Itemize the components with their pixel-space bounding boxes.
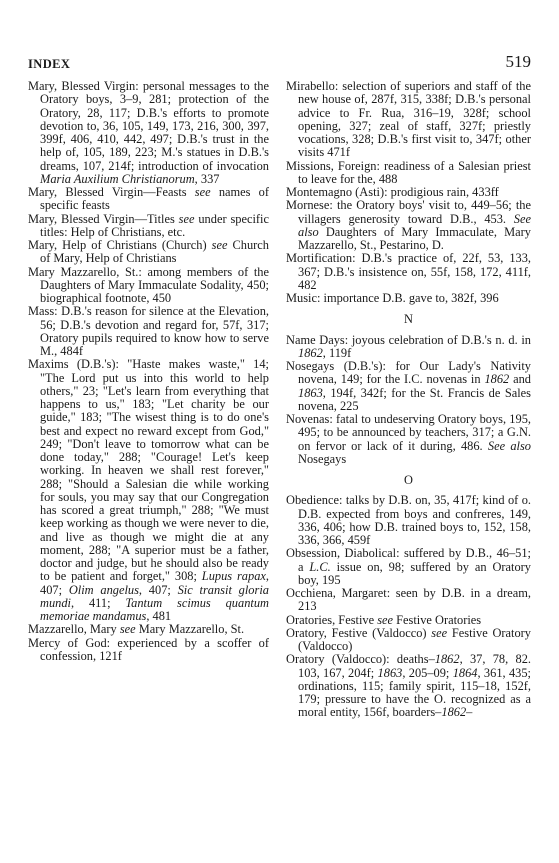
index-entry: Mercy of God: experienced by a scoffer of confession, 121f — [28, 635, 269, 663]
index-entry: Name Days: joyous celebration of D.B.'s n. d. in 1862, 119f — [286, 332, 531, 360]
index-entry: Novenas: fatal to undeserving Oratory boys, 195, 495; to be announced by teachers, 317; a G.N. on fervor or lack of it during, 486. See also Nosegays — [286, 412, 531, 466]
index-entry: Mirabello: selection of superiors and staff of the new house of, 287f, 315, 338f; D.B.'s personal advice to Fr. Rua, 316–19, 328f; school opening, 327; zeal of staff, 327f; priestly vocations, 328; D.B.'s first visit to, 347f; other visits 471f — [286, 79, 531, 160]
index-entry: Oratories, Festive see Festive Oratories — [286, 612, 482, 627]
page-number: 519 — [505, 52, 531, 71]
index-entry: Mornese: the Oratory boys' visit to, 449–56; the villagers generosity toward D.B., 453. See also Daughters of Mary Immaculate, Mary Mazzarello, St., Pestarino, D. — [286, 198, 531, 252]
index-group-m — [286, 80, 531, 305]
index-entry: Mary, Blessed Virgin—Titles see under specific titles: Help of Christians, etc. — [28, 211, 269, 239]
index-entry: Oratory (Valdocco): deaths–1862, 37, 78, 82. 103, 167, 204f; 1863, 205–09; 1864, 361, 435; ordinations, 115; family spirit, 115–18, 152f, 179; pressure to have the O. recognized as a moral entity, 156f, boarders–1862– — [286, 652, 532, 720]
index-entry: Mary Mazzarello, St.: among members of the Daughters of Mary Immaculate Sodality, 450; biographical footnote, 450 — [28, 264, 269, 305]
index-entry: Mary, Blessed Virgin: personal messages to the Oratory boys, 3–9, 281; protection of the Oratory, 28, 117; D.B.'s efforts to promote devotion to, 36, 105, 149, 173, 216, 300, 397, 399f, 406, 410, 442, 497; D.B.'s trust in the help of, 105, 189, 223; M.'s statues in D.B.'s dreams, 107, 214f; introduction of invocation Maria Auxilium Christianorum, 337 — [28, 79, 269, 186]
section-letter-o: O — [404, 473, 413, 487]
index-entry: Maxims (D.B.'s): "Haste makes waste," 14; "The Lord put us into this world to help others," 23; "Let's learn from everything that happens to us," 183; "Let charity be our guide," 183; "The wisest thing is to do one's best and expect no reward except from God," 249; "Don't leave to tomorrow what can be done today," 288; "Courage! Let's keep working. In heaven we shall rest forever," 288; "Should a Salesian die while working for souls, you may say that our Congregation has scored a great triumph," 288; "We must keep working as though we were never to die, and live as though we might die at any moment, 288; "A superior must be a father, doctor and judge, but he should also be ready to be patient and forget," 308; Lupus rapax, 407; Olim angelus, 407; Sic transit gloria mundi, 411; Tantum scimus quantum memoriae mandamus, 481 — [28, 357, 269, 623]
index-column-right — [286, 80, 531, 720]
section-letter-n: N — [404, 312, 413, 327]
index-entry: Mass: D.B.'s reason for silence at the Elevation, 56; D.B.'s devotion and regard for, 57f, 317; Oratory pupils required to know how to serve M., 484f — [28, 304, 269, 358]
index-entry: Mary, Help of Christians (Church) see Church of Mary, Help of Christians — [28, 238, 269, 266]
running-head — [28, 50, 531, 72]
index-entry: Oratory, Festive (Valdocco) see Festive Oratory (Valdocco) — [286, 625, 531, 653]
index-entry: Mortification: D.B.'s practice of, 22f, 53, 133, 367; D.B.'s insistence on, 55f, 158, 172, 411f, 482 — [286, 251, 531, 292]
section-title: INDEX — [28, 57, 71, 71]
index-entry: Obsession, Diabolical: suffered by D.B., 46–51; a L.C. issue on, 98; suffered by an Oratory boy, 195 — [286, 546, 531, 587]
index-entry: Mazzarello, Mary see Mary Mazzarello, St. — [28, 622, 245, 637]
index-entry: Nosegays (D.B.'s): for Our Lady's Nativity novena, 149; for the I.C. novenas in 1862 and 1863, 194f, 342f; for the St. Francis de Sales novena, 225 — [286, 359, 531, 413]
index-entry: Missions, Foreign: readiness of a Salesian priest to leave for the, 488 — [286, 158, 531, 186]
index-entry: Obedience: talks by D.B. on, 35, 417f; kind of o. D.B. expected from boys and confreres, 149, 336, 406; how D.B. trained boys to, 152, 158, 336, 366, 459f — [286, 493, 531, 547]
index-entry: Montemagno (Asti): prodigious rain, 433ff — [286, 185, 499, 199]
index-entry: Mary, Blessed Virgin—Feasts see names of specific feasts — [28, 185, 269, 213]
index-column-left — [28, 80, 269, 663]
index-group-o — [286, 494, 531, 719]
index-group-n — [286, 334, 531, 467]
index-entry: Occhiena, Margaret: seen by D.B. in a dream, 213 — [286, 586, 531, 614]
index-entry: Music: importance D.B. gave to, 382f, 396 — [286, 291, 499, 305]
